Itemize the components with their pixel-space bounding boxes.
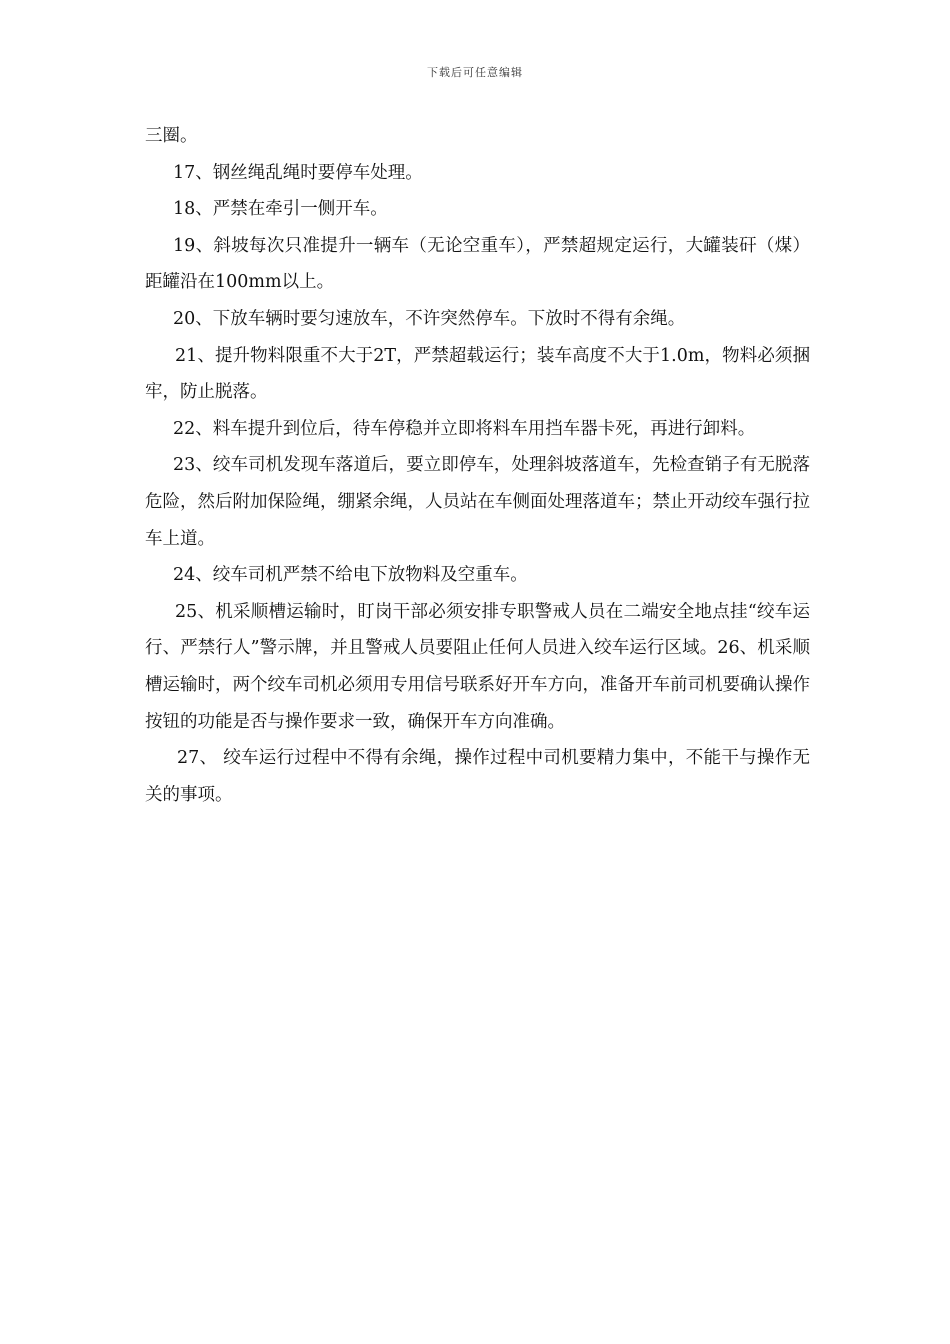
paragraph-item-25-26: 25、机采顺槽运输时，盯岗干部必须安排专职警戒人员在二端安全地点挂“绞车运行、严禁行人”警示牌，并且警戒人员要阻止任何人员进入绞车运行区域。26、机采顺槽运输时，两个绞车司机必须用专用信号联系好开车方向，准备开车前司机要确认操作按钮的功能是否与操作要求一致，确保开车方向准确。 bbox=[145, 601, 810, 732]
paragraph-item-19: 19、斜坡每次只准提升一辆车（无论空重车），严禁超规定运行，大罐装矸（煤）距罐沿在100mm以上。 bbox=[145, 235, 810, 293]
paragraph-item-23: 23、绞车司机发现车落道后，要立即停车，处理斜坡落道车，先检查销子有无脱落危险，然后附加保险绳，绷紧余绳，人员站在车侧面处理落道车；禁止开动绞车强行拉车上道。 bbox=[145, 455, 810, 549]
paragraph-item-24: 24、绞车司机严禁不给电下放物料及空重车。 bbox=[173, 565, 528, 586]
page-header: 下载后可任意编辑 bbox=[427, 66, 523, 79]
paragraph-item-27: 27、 绞车运行过程中不得有余绳，操作过程中司机要精力集中，不能干与操作无关的事项。 bbox=[145, 748, 810, 805]
paragraph-item-17: 17、钢丝绳乱绳时要停车处理。 bbox=[173, 162, 423, 183]
document-body bbox=[145, 118, 810, 813]
paragraph-item-20: 20、下放车辆时要匀速放车，不许突然停车。下放时不得有余绳。 bbox=[173, 308, 686, 329]
paragraph-item-21: 21、提升物料限重不大于2T，严禁超载运行；装车高度不大于1.0m，物料必须捆牢，防止脱落。 bbox=[145, 345, 810, 403]
paragraph-item-22: 22、料车提升到位后，待车停稳并立即将料车用挡车器卡死，再进行卸料。 bbox=[173, 418, 756, 439]
paragraph-continuation: 三圈。 bbox=[145, 126, 198, 146]
paragraph-item-18: 18、严禁在牵引一侧开车。 bbox=[173, 199, 388, 220]
